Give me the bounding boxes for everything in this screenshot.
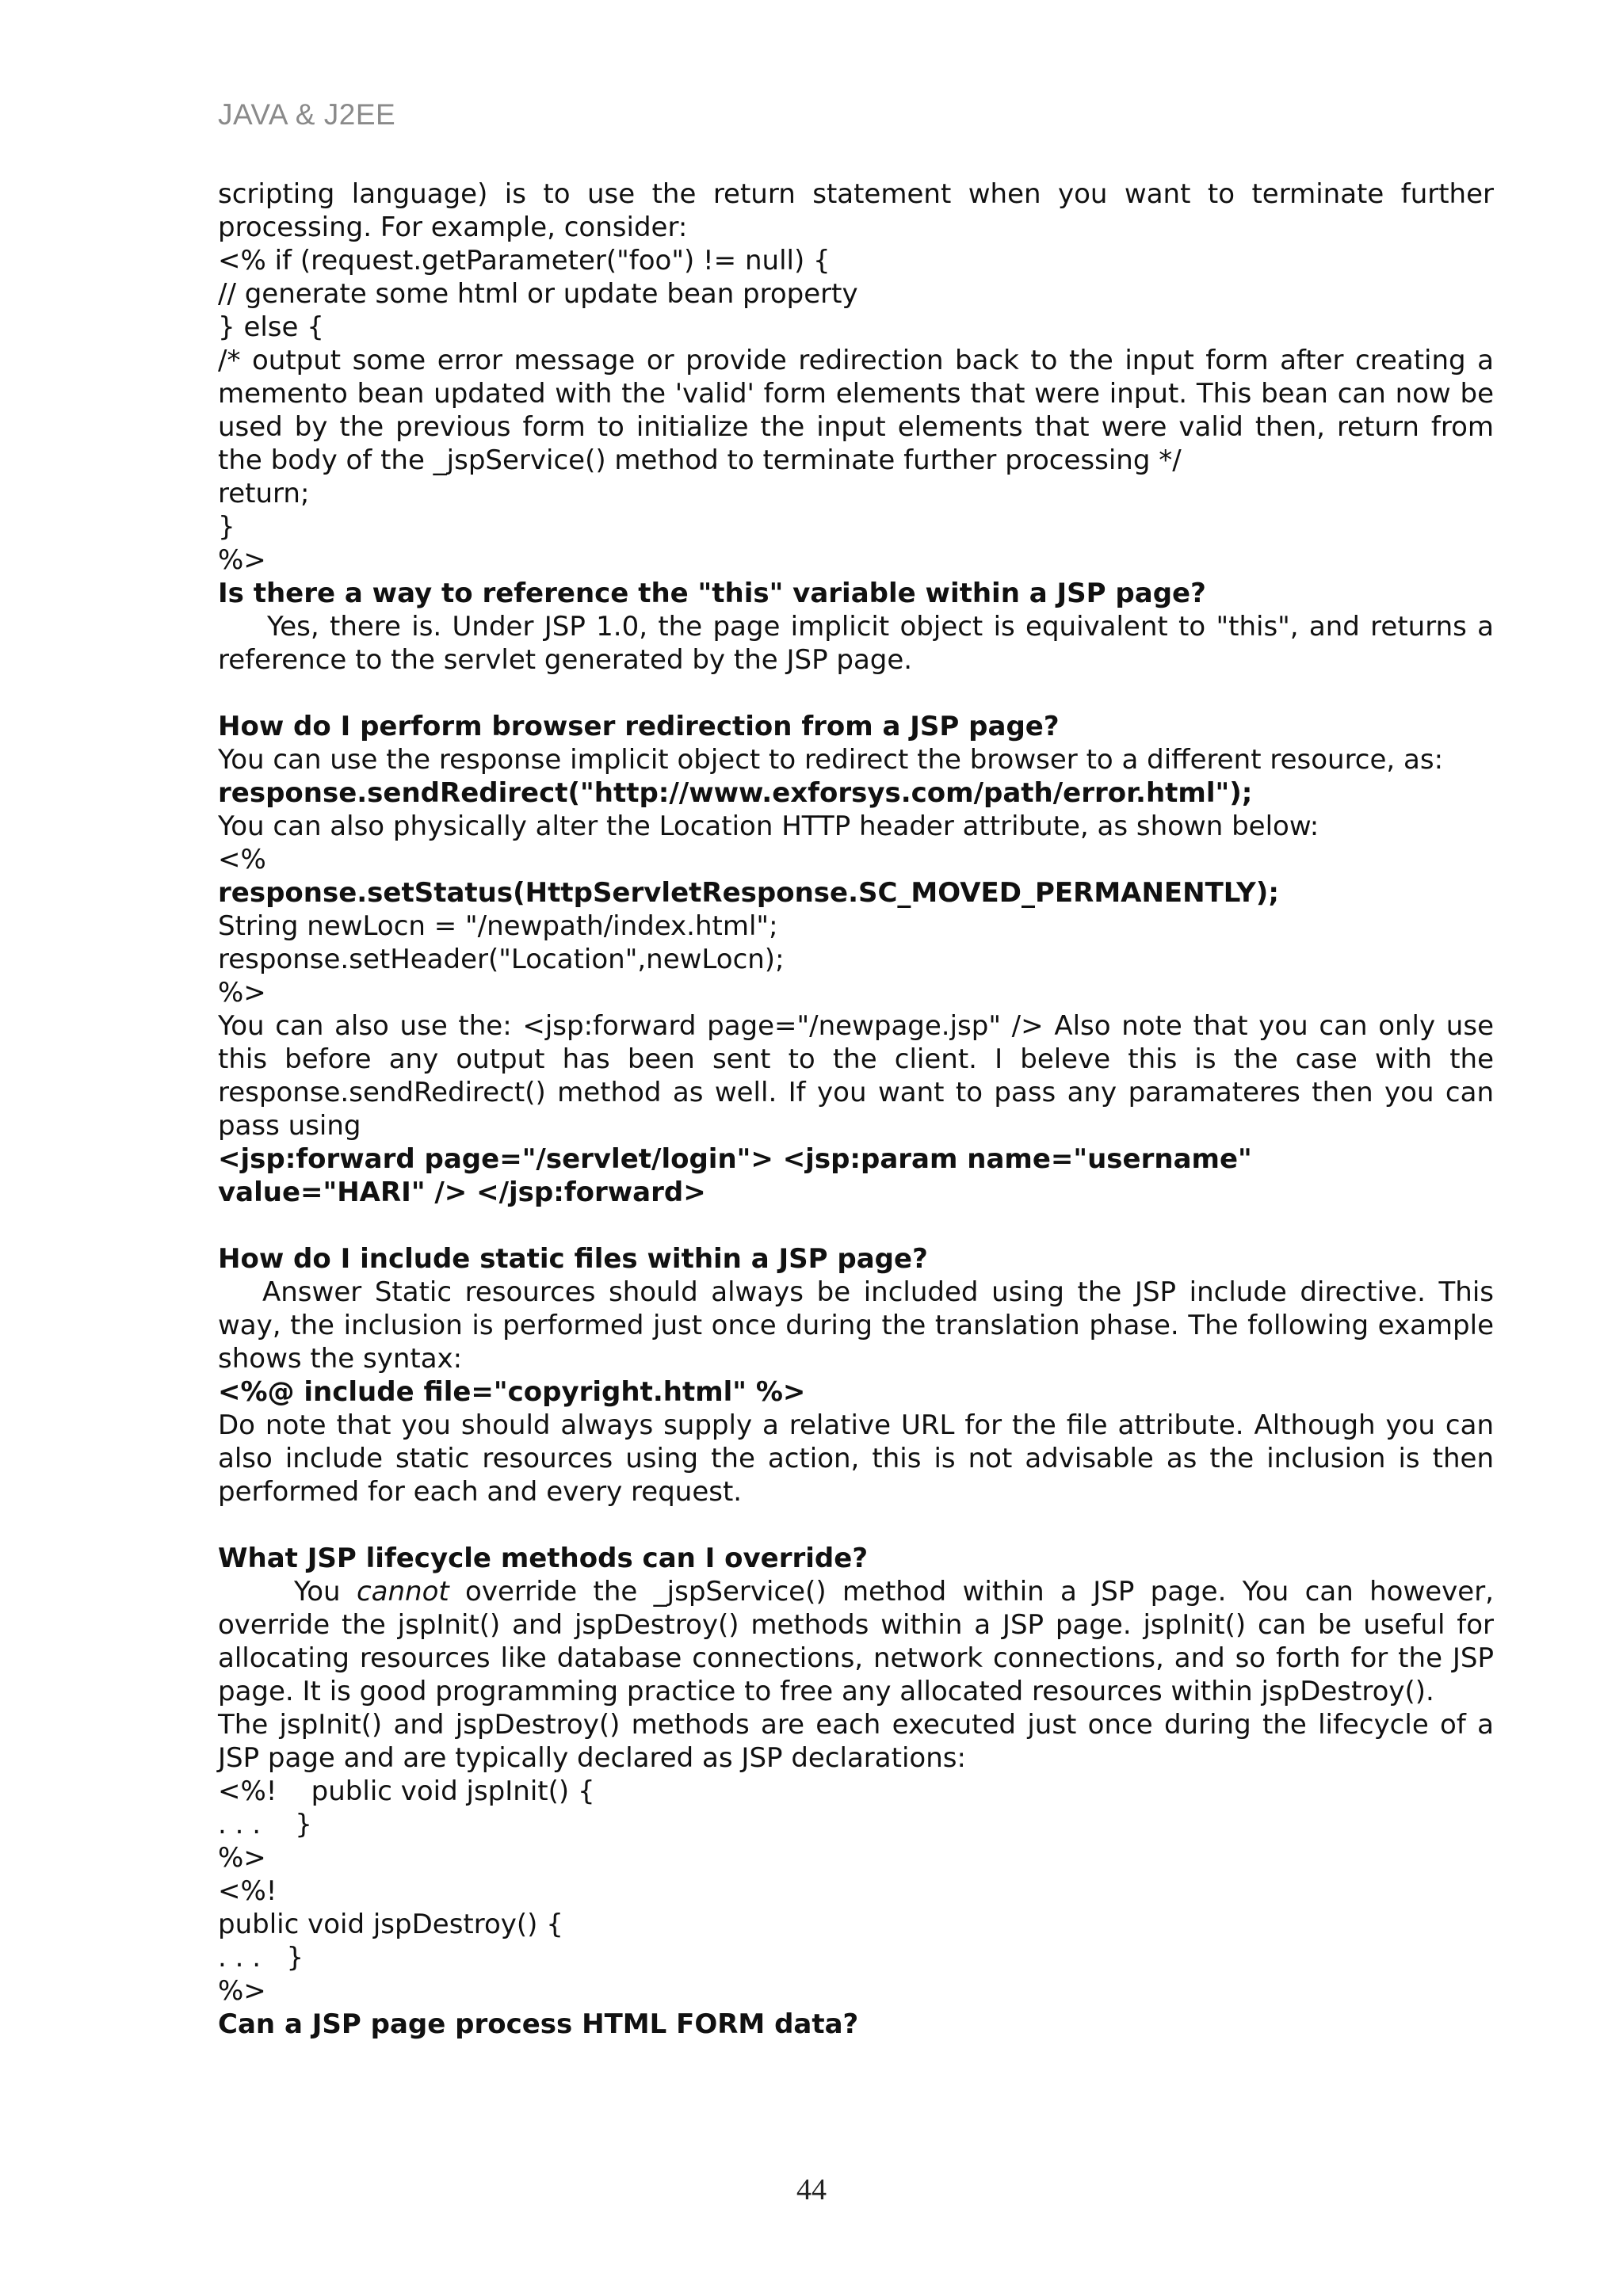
code-line: <% bbox=[218, 844, 266, 875]
code-line: } else { bbox=[218, 311, 324, 343]
answer-paragraph bbox=[218, 1575, 1494, 1708]
code-line: %> bbox=[218, 1975, 266, 2007]
code-line: response.setHeader("Location",newLocn); bbox=[218, 944, 785, 975]
question-heading: What JSP lifecycle methods can I override? bbox=[218, 1543, 869, 1574]
spacer bbox=[218, 1209, 1494, 1242]
code-line: <% if (request.getParameter("foo") != null) { bbox=[218, 245, 831, 277]
emphasis-text: cannot bbox=[356, 1576, 449, 1608]
question-heading: How do I perform browser redirection from a JSP page? bbox=[218, 711, 1060, 742]
answer-paragraph: Yes, there is. Under JSP 1.0, the page implicit object is equivalent to "this", and returns a reference to the servlet generated by the JSP page. bbox=[218, 611, 1494, 676]
page-number: 44 bbox=[796, 2173, 827, 2206]
code-line-bold: <jsp:forward page="/servlet/login"> <jsp:param name="username" bbox=[218, 1143, 1252, 1175]
code-line-bold: response.setStatus(HttpServletResponse.SC_MOVED_PERMANENTLY); bbox=[218, 877, 1279, 909]
question-heading: How do I include static files within a JSP page? bbox=[218, 1243, 928, 1275]
code-line-bold: response.sendRedirect("http://www.exforsys.com/path/error.html"); bbox=[218, 777, 1253, 809]
code-line: %> bbox=[218, 544, 266, 576]
code-line-bold: value="HARI" /> </jsp:forward> bbox=[218, 1177, 706, 1208]
question-heading: Is there a way to reference the "this" variable within a JSP page? bbox=[218, 578, 1206, 609]
code-line: . . . } bbox=[218, 1809, 312, 1840]
page-body bbox=[218, 177, 1494, 2041]
code-line: <%! bbox=[218, 1875, 277, 1907]
answer-text: You bbox=[294, 1576, 357, 1608]
answer-paragraph: You can use the response implicit object to redirect the browser to a different resource, as: bbox=[218, 744, 1444, 776]
answer-paragraph: Do note that you should always supply a relative URL for the file attribute. Although you can also include static resources using the action, this is not advisable as the inclusion is then performed for each and every request. bbox=[218, 1409, 1494, 1508]
spacer bbox=[218, 677, 1494, 710]
spacer bbox=[218, 1508, 1494, 1542]
question-heading: Can a JSP page process HTML FORM data? bbox=[218, 2008, 859, 2040]
code-line: %> bbox=[218, 1842, 266, 1874]
paragraph: scripting language) is to use the return statement when you want to terminate further processing. For example, consider: bbox=[218, 178, 1494, 243]
answer-paragraph: The jspInit() and jspDestroy() methods are each executed just once during the lifecycle of a JSP page and are typically declared as JSP declarations: bbox=[218, 1709, 1494, 1774]
answer-paragraph: You can also use the: <jsp:forward page="/newpage.jsp" /> Also note that you can only use this before any output has been sent to the client. I beleve this is the case with the response.sendRedirect() method as well. If you want to pass any paramateres then you can pass using bbox=[218, 1010, 1494, 1142]
answer-paragraph: Answer Static resources should always be included using the JSP include directive. This way, the inclusion is performed just once during the translation phase. The following example shows the syntax: bbox=[218, 1276, 1494, 1375]
answer-text: override the _jspService() method within a JSP page. You can however, override the jspInit() and jspDestroy() methods within a JSP page. jspInit() can be useful for allocating resources like database connections, network connections, and so forth for the JSP page. It is good programming practice to free any allocated resources within jspDestroy(). bbox=[218, 1576, 1494, 1707]
code-line: . . . } bbox=[218, 1942, 304, 1974]
code-line: %> bbox=[218, 977, 266, 1009]
code-comment: /* output some error message or provide redirection back to the input form after creating a memento bean updated with the 'valid' form elements that were input. This bean can now be used by the previous form to initialize the input elements that were valid then, return from the body of the _jspService() method to terminate further processing */ bbox=[218, 345, 1494, 476]
code-line: <%! public void jspInit() { bbox=[218, 1775, 595, 1807]
running-header: JAVA & J2EE bbox=[218, 98, 396, 131]
code-line: public void jspDestroy() { bbox=[218, 1909, 563, 1940]
code-line: } bbox=[218, 511, 235, 543]
code-line: // generate some html or update bean property bbox=[218, 278, 858, 310]
code-line: return; bbox=[218, 478, 310, 509]
code-line: String newLocn = "/newpath/index.html"; bbox=[218, 910, 778, 942]
answer-paragraph: You can also physically alter the Location HTTP header attribute, as shown below: bbox=[218, 810, 1319, 842]
code-line-bold: <%@ include file="copyright.html" %> bbox=[218, 1376, 806, 1408]
